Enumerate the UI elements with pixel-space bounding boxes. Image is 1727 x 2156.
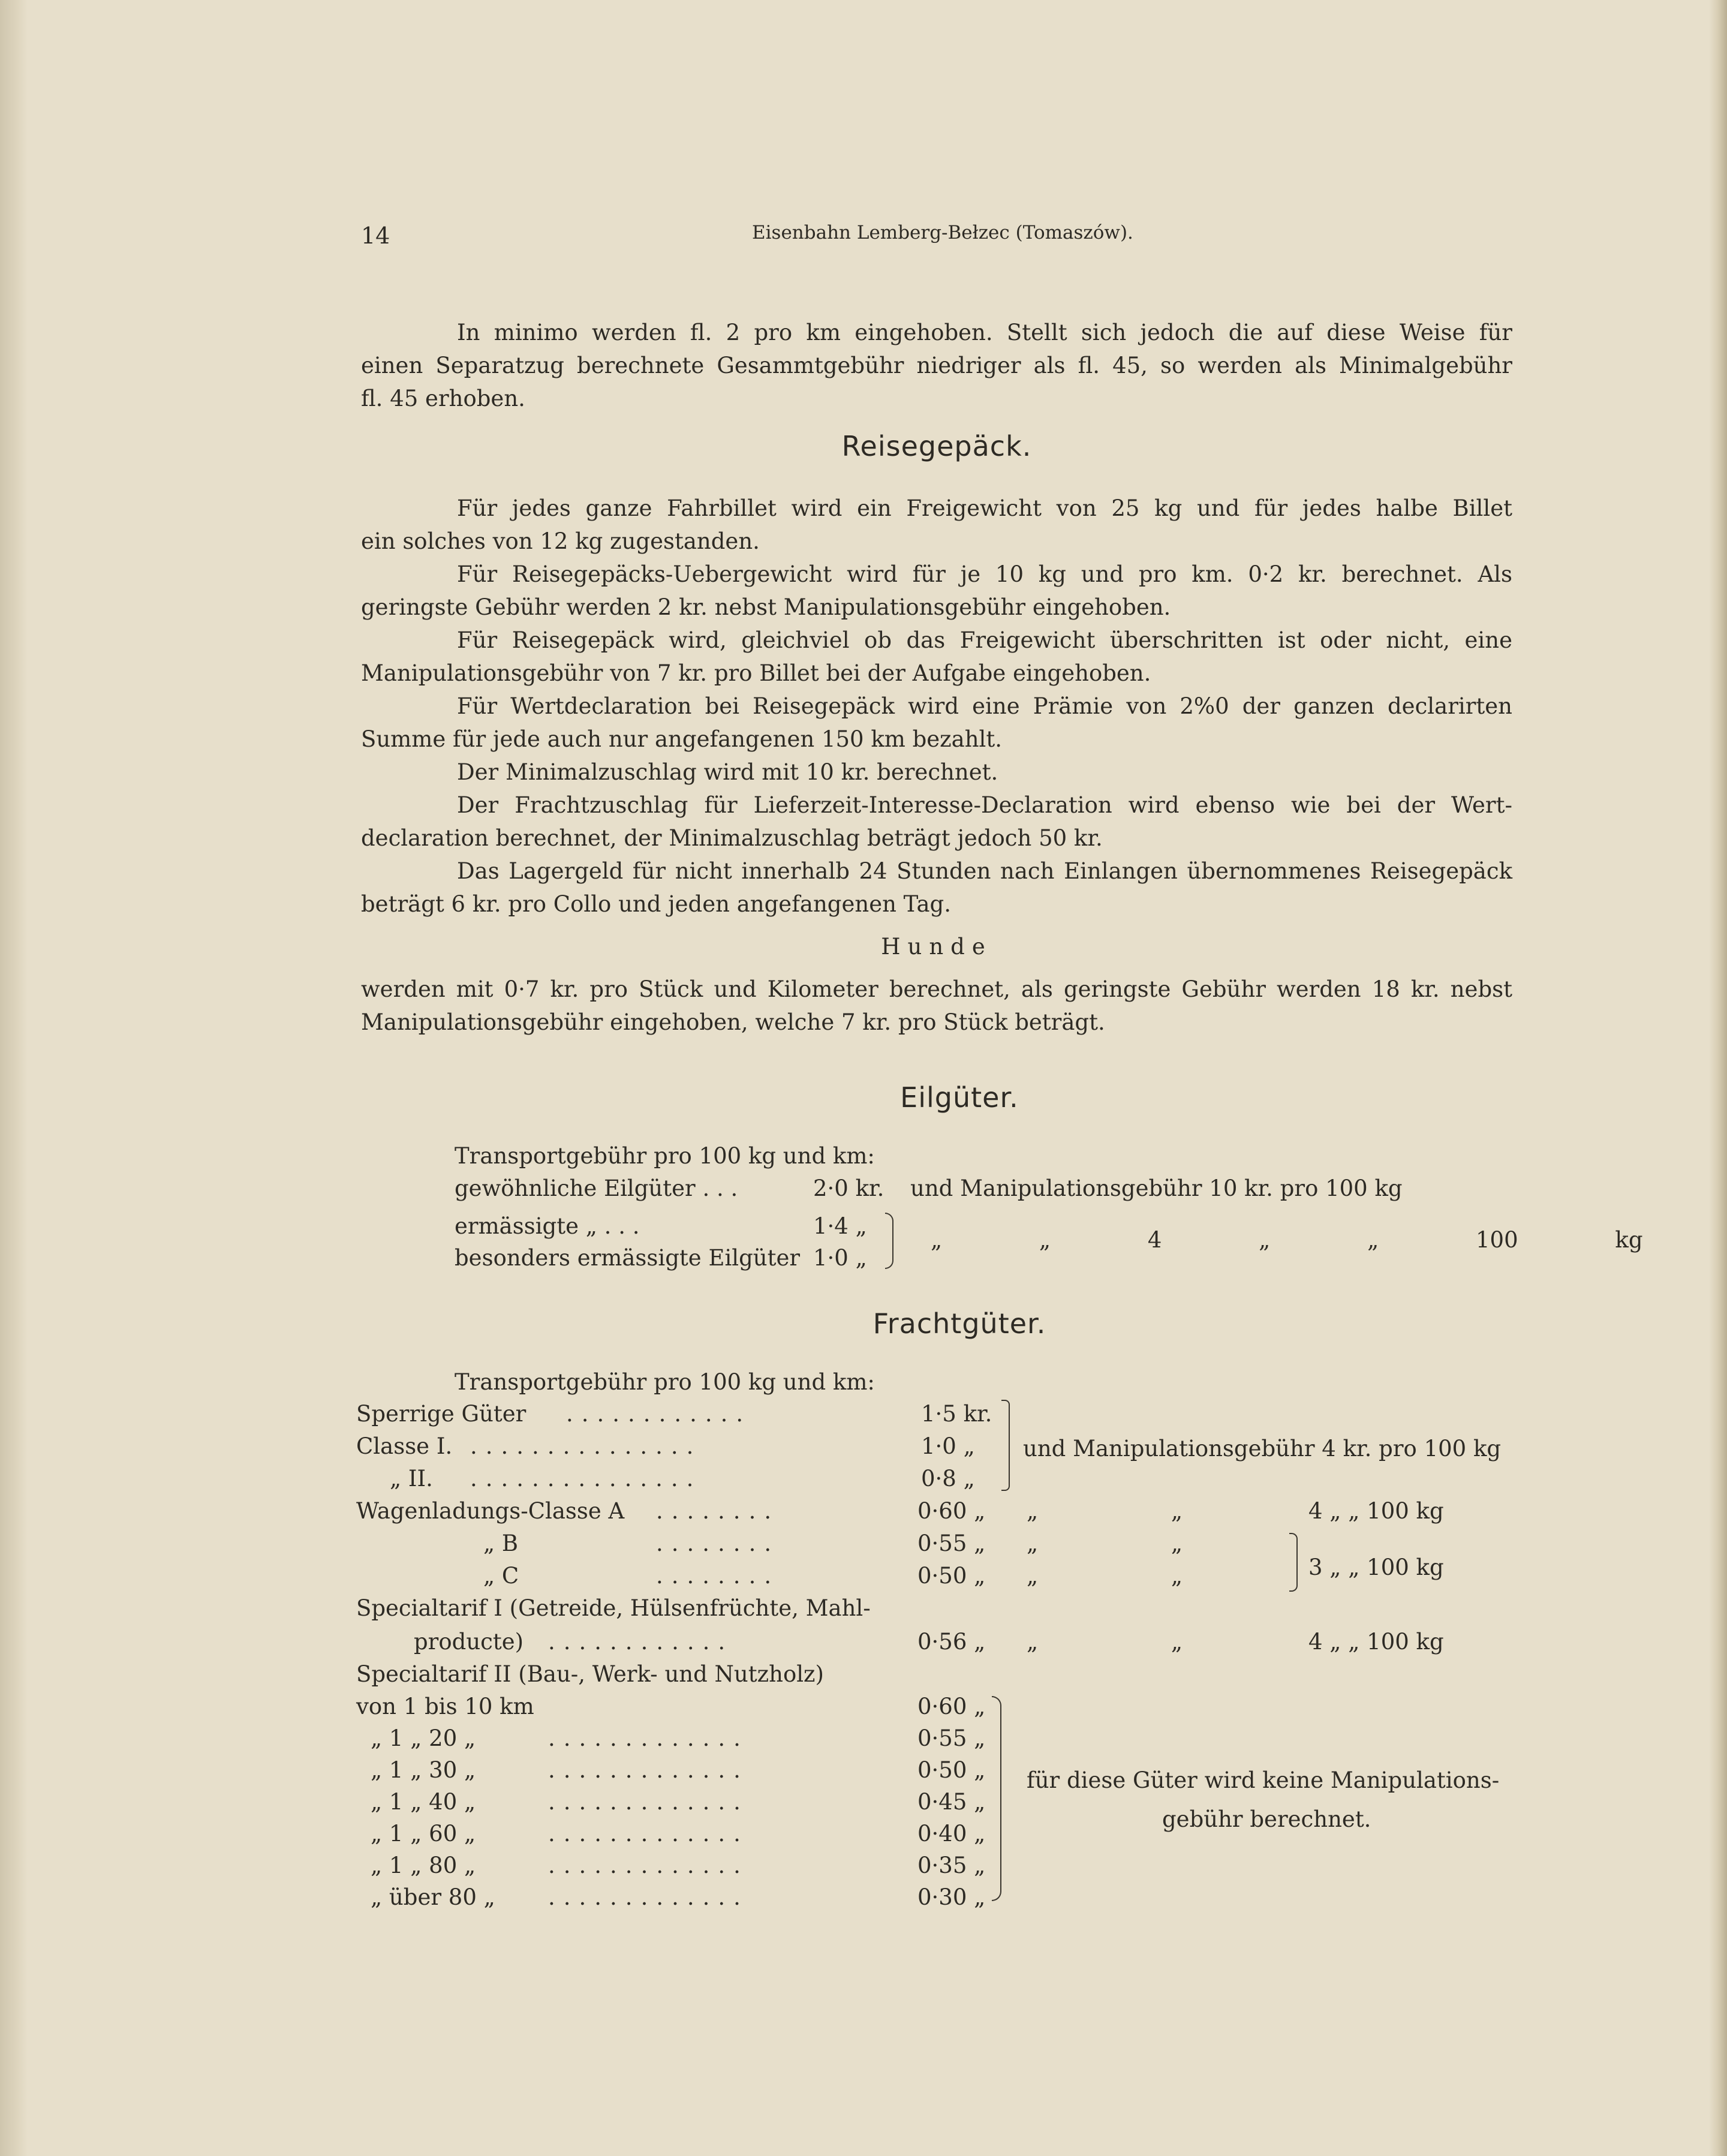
class-row-label: Classe I. <box>356 1433 453 1459</box>
leader-dots: ........ <box>656 1530 780 1556</box>
distance-row-label: von 1 bis 10 km <box>356 1694 534 1719</box>
intro-paragraph <box>361 316 1512 415</box>
text-line: geringste Gebühr werden 2 kr. nebst Manipulationsgebühr eingehoben. <box>361 594 1171 620</box>
leader-dots: ............ <box>566 1401 752 1427</box>
class-row-rate: 0·8 „ <box>921 1466 975 1492</box>
class-fee: und Manipulationsgebühr 4 kr. pro 100 kg <box>1023 1436 1502 1462</box>
wagon-row-rate: 0·55 „ <box>917 1530 986 1556</box>
wagon-row-rate: 0·50 „ <box>917 1563 986 1589</box>
eilgueter-row-label: besonders ermässigte Eilgüter <box>455 1245 801 1271</box>
special1-ditto: „ „ <box>1027 1629 1183 1655</box>
wagon-row-ditto: „ „ <box>1027 1498 1183 1524</box>
distance-row-rate: 0·50 „ <box>917 1757 986 1783</box>
wagon-row-label: „ B <box>483 1530 519 1556</box>
leader-dots: ........ <box>656 1498 780 1524</box>
distance-row-rate: 0·40 „ <box>917 1821 986 1847</box>
leader-dots: ............. <box>548 1725 749 1751</box>
wagon-bc-fee: 3 „ „ 100 kg <box>1308 1554 1444 1580</box>
eilgueter-row-rate: 1·4 „ <box>813 1213 867 1239</box>
class-row-rate: 1·0 „ <box>921 1433 975 1459</box>
leader-dots: ............... <box>470 1466 702 1492</box>
reisegepaeck-text <box>361 492 1512 921</box>
distance-note-line: für diese Güter wird keine Manipulations- <box>1027 1767 1500 1793</box>
text-line: ein solches von 12 kg zugestanden. <box>361 528 760 554</box>
leader-dots: ............. <box>548 1757 749 1783</box>
intro-line: fl. 45 erhoben. <box>361 386 525 411</box>
brace <box>885 1213 893 1269</box>
distance-row-rate: 0·35 „ <box>917 1853 986 1878</box>
heading-hunde: Hunde <box>881 934 992 960</box>
special2-heading: Specialtarif II (Bau-, Werk- und Nutzholz) <box>356 1661 824 1687</box>
heading-frachtgueter: Frachtgüter. <box>872 1307 1046 1340</box>
text-line: Für Reisegepäck wird, gleichviel ob das Freigewicht überschritten ist oder nicht, eine <box>457 627 1512 653</box>
distance-note-line: gebühr berechnet. <box>1162 1806 1371 1832</box>
text-line: Das Lagergeld für nicht innerhalb 24 Stunden nach Einlangen übernommenes Reisegepäck <box>457 858 1512 884</box>
intro-line: einen Separatzug berechnete Gesammtgebühr niedriger als fl. 45, so werden als Minimalgebühr <box>361 353 1512 378</box>
eilgueter-row-fee: und Manipulationsgebühr 10 kr. pro 100 kg <box>910 1175 1403 1201</box>
text-line: Für Wertdeclaration bei Reisegepäck wird eine Prämie von 2%0 der ganzen declarirten <box>457 693 1512 719</box>
special1-rate: 0·56 „ <box>917 1629 986 1655</box>
wagon-row-ditto: „ „ <box>1027 1563 1183 1589</box>
leader-dots: ............. <box>548 1853 749 1878</box>
text-line: Manipulationsgebühr eingehoben, welche 7 kr. pro Stück beträgt. <box>361 1009 1105 1035</box>
class-row-label: „ II. <box>390 1466 433 1492</box>
wagon-row-ditto: „ „ <box>1027 1530 1183 1556</box>
brace <box>992 1696 1001 1901</box>
heading-reisegepaeck: Reisegepäck. <box>841 430 1032 462</box>
distance-row-label: „ 1 „ 60 „ <box>371 1821 476 1847</box>
distance-row-label: „ 1 „ 30 „ <box>371 1757 476 1783</box>
text-line: Der Frachtzuschlag für Lieferzeit-Interesse-Declaration wird ebenso wie bei der Wert- <box>457 792 1512 818</box>
wagon-row-rate: 0·60 „ <box>917 1498 986 1524</box>
text-line: beträgt 6 kr. pro Collo und jeden angefangenen Tag. <box>361 891 951 917</box>
leader-dots: ............. <box>548 1821 749 1847</box>
text-line: Für Reisegepäcks-Uebergewicht wird für je 10 kg und pro km. 0·2 kr. berechnet. Als <box>457 561 1512 587</box>
text-line: Der Minimalzuschlag wird mit 10 kr. berechnet. <box>457 759 998 785</box>
eilgueter-row-rate: 1·0 „ <box>813 1245 867 1271</box>
special1-fee: 4 „ „ 100 kg <box>1308 1629 1444 1655</box>
brace <box>1001 1400 1010 1491</box>
eilgueter-row-label: gewöhnliche Eilgüter . . . <box>455 1175 738 1201</box>
page-number: 14 <box>361 222 390 249</box>
special1-line2: producte) <box>414 1629 524 1655</box>
leader-dots: ........ <box>656 1563 780 1589</box>
leader-dots: ............ <box>548 1629 734 1655</box>
leader-dots: ............. <box>548 1884 749 1910</box>
wagon-row-fee: 4 „ „ 100 kg <box>1308 1498 1444 1524</box>
distance-row-label: „ 1 „ 20 „ <box>371 1725 476 1751</box>
eilgueter-intro: Transportgebühr pro 100 kg und km: <box>455 1143 875 1169</box>
wagon-row-label: „ C <box>483 1563 519 1589</box>
eilgueter-group-fee: „ „ 4 „ „ 100 kg <box>931 1227 1643 1253</box>
brace <box>1289 1533 1298 1592</box>
distance-row-label: „ 1 „ 40 „ <box>371 1789 476 1815</box>
heading-eilgueter: Eilgüter. <box>900 1081 1019 1114</box>
leader-dots: ............. <box>548 1789 749 1815</box>
distance-row-label: „ 1 „ 80 „ <box>371 1853 476 1878</box>
hunde-text <box>361 973 1512 1039</box>
intro-line: In minimo werden fl. 2 pro km eingehoben. Stellt sich jedoch die auf diese Weise für <box>457 320 1512 345</box>
class-row-label: Sperrige Güter <box>356 1401 526 1427</box>
text-line: declaration berechnet, der Minimalzuschlag beträgt jedoch 50 kr. <box>361 825 1103 851</box>
distance-row-rate: 0·30 „ <box>917 1884 986 1910</box>
page-edge-left <box>0 0 28 2156</box>
eilgueter-row-rate: 2·0 kr. <box>813 1175 884 1201</box>
running-title: Eisenbahn Lemberg-Bełzec (Tomaszów). <box>752 222 1133 243</box>
text-line: Manipulationsgebühr von 7 kr. pro Billet bei der Aufgabe eingehoben. <box>361 660 1151 686</box>
wagon-row-label: Wagenladungs-Classe A <box>356 1498 625 1524</box>
text-line: Für jedes ganze Fahrbillet wird ein Freigewicht von 25 kg und für jedes halbe Billet <box>457 495 1512 521</box>
class-row-rate: 1·5 kr. <box>921 1401 992 1427</box>
distance-row-rate: 0·45 „ <box>917 1789 986 1815</box>
page-edge-right <box>1709 0 1727 2156</box>
text-line: Summe für jede auch nur angefangenen 150 km bezahlt. <box>361 726 1003 752</box>
special1-line1: Specialtarif I (Getreide, Hülsenfrüchte, Mahl- <box>356 1595 871 1621</box>
distance-row-rate: 0·55 „ <box>917 1725 986 1751</box>
eilgueter-row-label: ermässigte „ . . . <box>455 1213 640 1239</box>
distance-row-label: „ über 80 „ <box>371 1884 495 1910</box>
text-line: werden mit 0·7 kr. pro Stück und Kilometer berechnet, als geringste Gebühr werden 18 kr. nebst <box>361 976 1512 1002</box>
distance-row-rate: 0·60 „ <box>917 1694 986 1719</box>
frachtgueter-intro: Transportgebühr pro 100 kg und km: <box>455 1369 875 1395</box>
leader-dots: ............... <box>470 1433 702 1459</box>
